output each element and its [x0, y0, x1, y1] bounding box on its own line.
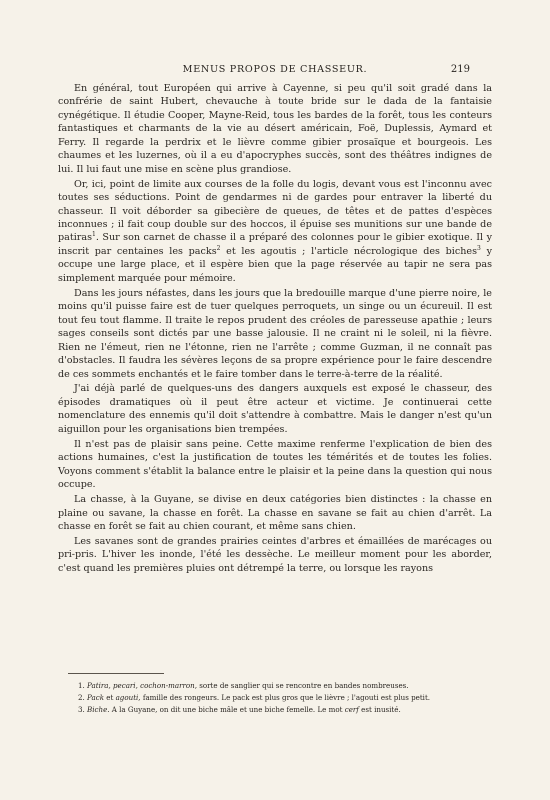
- page-header: [58, 64, 492, 78]
- paragraph-2-part-c: et les agoutis ; l'article nécrologique des biches: [220, 245, 478, 257]
- footnote-3-text-2: est inusité.: [358, 705, 401, 715]
- footnote-ref-3: 3: [477, 244, 481, 252]
- footnote-1-number: 1.: [78, 681, 85, 690]
- paragraph-2-part-b: . Sur son carnet de chasse il a préparé des colonnes pour le gibier exotique. Il y inscrit par centaines les packs: [58, 232, 492, 257]
- footnote-3-term: Biche.: [87, 705, 110, 715]
- running-title: MENUS PROPOS DE CHASSEUR.: [182, 64, 368, 75]
- paragraph-2: [58, 178, 492, 286]
- footnote-2-number: 2.: [78, 693, 85, 703]
- footnote-1-term: Patira, pecari, cochon-marron,: [87, 681, 197, 690]
- footnote-2-conjunction: et: [104, 693, 116, 703]
- footnote-1: [78, 680, 490, 692]
- footnote-2: [78, 692, 490, 704]
- paragraph-2-part-a: Or, ici, point de limite aux courses de la folle du logis, devant vous est l'inconnu avec toutes ses séductions. Point de gendarmes ni de gardes pour entraver la liberté du chasseur. Il voit déborder sa gibecière de queues, de têtes et de pattes d'espèces inconnues ; il fait coup double sur des hoccos, il épuise ses munitions sur une bande de patiras: [58, 178, 492, 244]
- paragraph-6: La chasse, à la Guyane, se divise en deux catégories bien distinctes : la chasse en plaine ou savane, la chasse en forêt. La chasse en savane se fait au chien d'arrêt. La chasse en forêt se fait au chien courant, et même sans chien.: [58, 494, 492, 532]
- footnote-3: [78, 704, 490, 716]
- footnote-1-text: sorte de sanglier qui se rencontre en bandes nombreuses.: [196, 681, 409, 690]
- footnote-3-text: A la Guyane, on dit une biche mâle et une biche femelle. Le mot: [109, 705, 345, 715]
- paragraph-4: J'ai déjà parlé de quelques-uns des dangers auxquels est exposé le chasseur, des épisodes dramatiques où il peut être acteur et victime. Je continuerai cette nomenclature des ennemis qu'il doit s'attendre à combattre. Mais le danger n'est qu'un aiguillon pour les organisations bien trempées.: [58, 383, 492, 435]
- footnote-3-number: 3.: [78, 705, 85, 715]
- footnote-ref-1: 1: [92, 231, 96, 239]
- footnote-rule: [68, 673, 164, 674]
- footnote-2-term-2: agouti,: [115, 693, 141, 703]
- footnote-2-term: Pack: [87, 693, 105, 703]
- paragraph-5: Il n'est pas de plaisir sans peine. Cette maxime renferme l'explication de bien des actions humaines, c'est la justification de toutes les témérités et de toutes les folies. Voyons comment s'établit la balance entre le plaisir et la peine dans la question qui nous occupe.: [58, 438, 492, 491]
- footnote-3-term-3: cerf: [344, 705, 359, 715]
- paragraph-7: Les savanes sont de grandes prairies ceintes d'arbres et émaillées de marécages ou pri-pris. L'hiver les inonde, l'été les dessèche. Le meilleur moment pour les aborder, c'est quand les premières pluies ont détrempé la terre, ou lorsque les rayons: [58, 535, 492, 574]
- footnotes: [78, 680, 490, 717]
- footnote-2-text: famille des rongeurs. Le pack est plus gros que le lièvre ; l'agouti est plus petit.: [140, 693, 431, 703]
- paragraph-3: Dans les jours néfastes, dans les jours que la bredouille marque d'une pierre noire, le moins qu'il puisse faire est de tuer quelques perroquets, un singe ou un écureuil. Il est tout feu tout flamme. Il traite le repos prudent des créoles de paresseuse apathie ; leurs sages conseils sont dictés par une basse jalousie. Il ne craint ni le soleil, ni la fièvre. Rien ne l'émeut, rien ne l'étonne, rien ne l'arrête ; comme Guzman, il ne connaît pas d'obstacles. Il faudra les sévères leçons de sa propre expérience pour le faire descendre de ces sommets enchantés et le faire tomber dans le terre-à-terre de la réalité.: [58, 287, 492, 380]
- page-number: 219: [450, 64, 470, 75]
- body-text: [58, 82, 492, 575]
- paragraph-1: En général, tout Européen qui arrive à Cayenne, si peu qu'il soit gradé dans la confrérie de saint Hubert, chevauche à toute bride sur le dada de la fantaisie cynégétique. Il étudie Cooper, Mayne-Reid, tous les bardes de la forêt, tous les conteurs fantastiques et charmants de la vie au désert américain, Foë, Duplessis, Aymard et Ferry. Il regarde la perdrix et le lièvre comme gibier prosaïque et bourgeois. Les chaumes et les luzernes, où il a eu d'apocryphes succès, sont des théâtres indignes de lui. Il lui faut une mise en scène plus grandiose.: [58, 83, 492, 175]
- paragraph-2-part-d: y occupe une large place, et il espère bien que la page réservée au tapir ne sera pas simplement marquée pour mémoire.: [58, 245, 493, 284]
- footnote-ref-2: 2: [216, 244, 221, 252]
